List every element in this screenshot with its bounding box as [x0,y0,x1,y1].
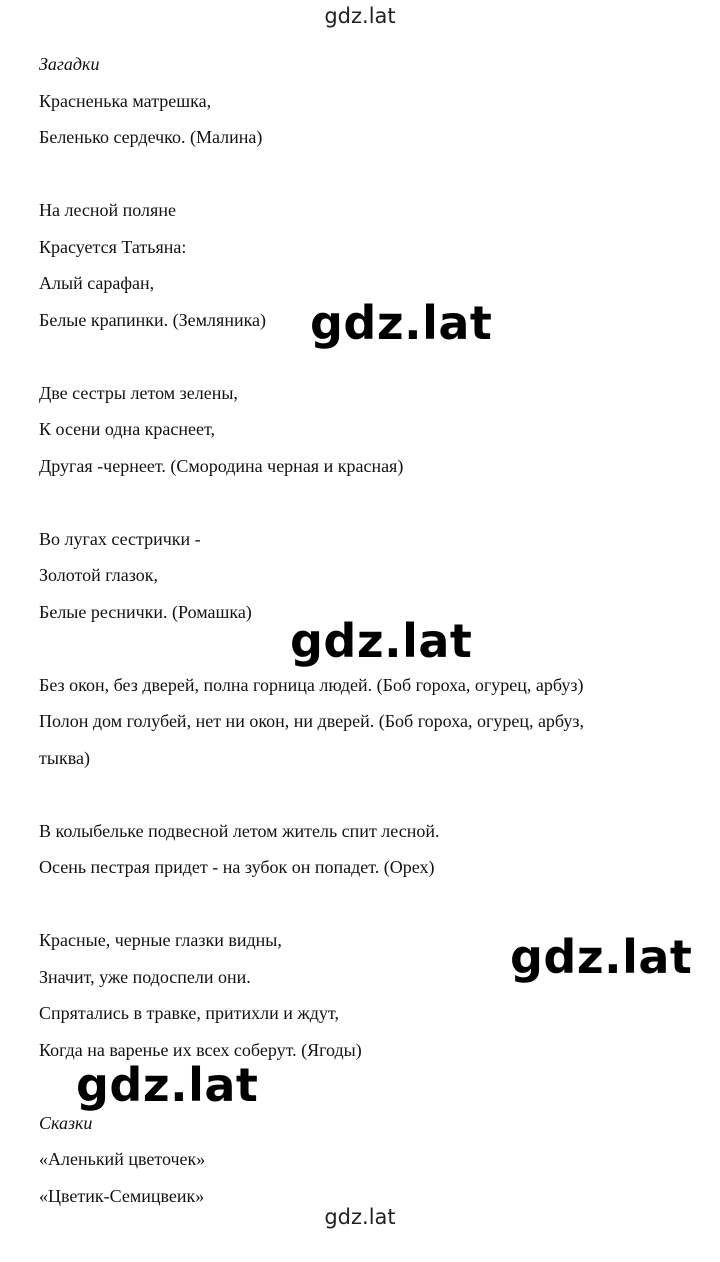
riddle-6 [39,813,709,886]
riddle-line: Красные, черные глазки видны, [39,930,282,950]
watermark: gdz.lat [76,1058,259,1112]
tale-title: «Цветик-Семицвеик» [39,1185,205,1206]
riddle-5 [39,667,709,777]
riddle-line: Спрятались в травке, притихли и ждут, [39,1003,339,1023]
riddle-line: К осени одна краснеет, [39,419,216,439]
watermark: gdz.lat [310,296,493,350]
riddle-3 [39,375,709,485]
riddle-line: Осень пестрая придет - на зубок он попадет. (Орех) [39,857,435,877]
riddle-line: Беленько сердечко. (Малина) [39,127,263,147]
riddle-line: Алый сарафан, [39,273,155,293]
riddle-line: Белые крапинки. (Земляника) [39,309,267,330]
riddle-line: Значит, уже подоспели они. [39,966,251,987]
riddle-line: На лесной поляне [39,200,176,220]
riddle-line: Когда на варенье их всех соберут. (Ягоды) [39,1039,362,1060]
tales-heading: Сказки [39,1112,93,1133]
riddle-line: Полон дом голубей, нет ни окон, ни дверей. (Боб гороха, огурец, арбуз, [39,711,585,731]
riddle-line: Красуется Татьяна: [39,236,187,257]
riddle-line: Красненька матрешка, [39,90,212,111]
riddles-heading: Загадки [39,54,100,74]
riddle-line: В колыбельке подвесной летом житель спит лесной. [39,820,440,841]
watermark: gdz.lat [290,614,473,668]
riddle-line: Две сестры летом зелены, [39,382,238,403]
watermark: gdz.lat [510,930,693,984]
riddle-line: Без окон, без дверей, полна горница людей. (Боб гороха, огурец, арбуз) [39,674,584,695]
header-site-label: gdz.lat [324,4,396,28]
riddle-line: тыква) [39,747,90,768]
tale-title: «Аленький цветочек» [39,1149,206,1169]
riddle-1 [39,83,709,156]
footer-site-label: gdz.lat [324,1205,396,1229]
riddle-line: Другая -чернеет. (Смородина черная и красная) [39,455,404,476]
riddle-line: Белые реснички. (Ромашка) [39,601,252,622]
riddle-line: Во лугах сестрички - [39,528,201,549]
riddle-line: Золотой глазок, [39,565,158,585]
